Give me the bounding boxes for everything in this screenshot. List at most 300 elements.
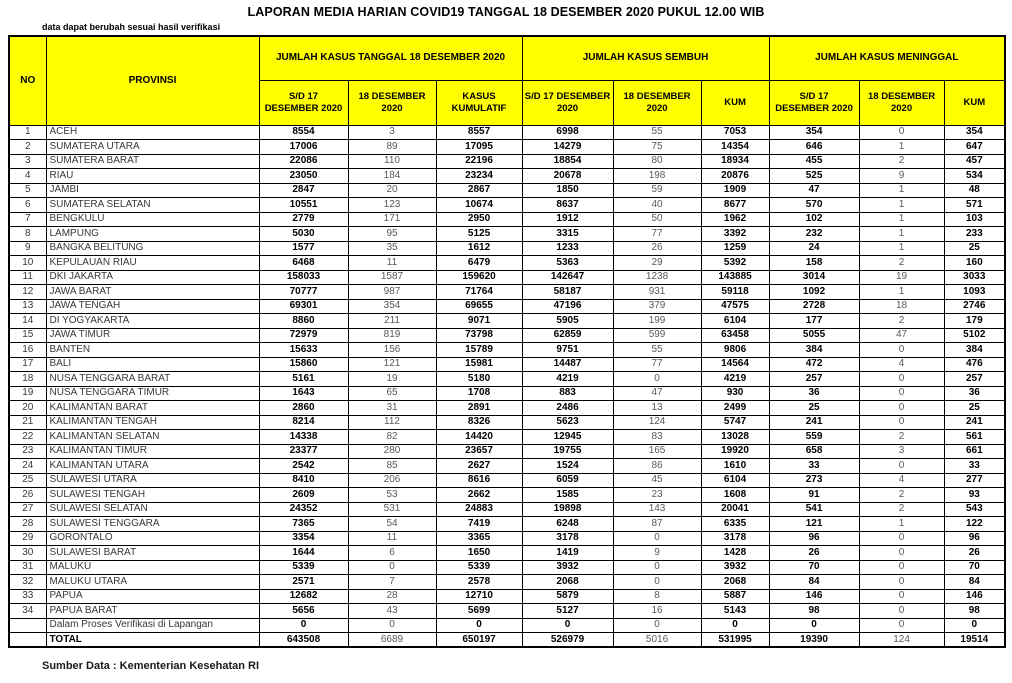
- value-cell: 650197: [436, 633, 522, 648]
- value-cell: 1643: [259, 386, 348, 401]
- value-cell: 40: [613, 198, 701, 213]
- value-cell: 0: [859, 589, 944, 604]
- province-name: SUMATERA SELATAN: [46, 198, 259, 213]
- value-cell: 2: [859, 256, 944, 271]
- value-cell: 1524: [522, 459, 613, 474]
- value-cell: 177: [769, 314, 859, 329]
- value-cell: 1: [859, 198, 944, 213]
- table-header: [9, 36, 1005, 125]
- value-cell: 0: [613, 531, 701, 546]
- value-cell: 2891: [436, 401, 522, 416]
- province-name: SULAWESI BARAT: [46, 546, 259, 561]
- value-cell: 9: [613, 546, 701, 561]
- value-cell: 13: [613, 401, 701, 416]
- value-cell: 11: [348, 531, 436, 546]
- value-cell: 2860: [259, 401, 348, 416]
- value-cell: 62859: [522, 328, 613, 343]
- value-cell: 65: [348, 386, 436, 401]
- value-cell: 277: [944, 473, 1005, 488]
- value-cell: 0: [613, 575, 701, 590]
- value-cell: 25: [944, 401, 1005, 416]
- value-cell: 45: [613, 473, 701, 488]
- value-cell: 2: [859, 430, 944, 445]
- value-cell: 2068: [701, 575, 769, 590]
- value-cell: 1962: [701, 212, 769, 227]
- row-number: 7: [9, 212, 46, 227]
- value-cell: 2779: [259, 212, 348, 227]
- value-cell: 0: [613, 372, 701, 387]
- province-name: KALIMANTAN TENGAH: [46, 415, 259, 430]
- value-cell: 158: [769, 256, 859, 271]
- row-number: 18: [9, 372, 46, 387]
- value-cell: 17095: [436, 140, 522, 155]
- province-name: SULAWESI UTARA: [46, 473, 259, 488]
- value-cell: 1233: [522, 241, 613, 256]
- value-cell: 70: [944, 560, 1005, 575]
- row-number: 30: [9, 546, 46, 561]
- data-source-note: Sumber Data : Kementerian Kesehatan RI: [42, 660, 260, 672]
- column-header-sembuh-sd17: S/D 17 DESEMBER 2020: [522, 80, 613, 125]
- value-cell: 531995: [701, 633, 769, 648]
- province-name: KALIMANTAN SELATAN: [46, 430, 259, 445]
- value-cell: 12710: [436, 589, 522, 604]
- table-row: [9, 604, 1005, 619]
- row-number: 28: [9, 517, 46, 532]
- value-cell: 1: [859, 183, 944, 198]
- column-header-kasus-kumulatif: KASUS KUMULATIF: [436, 80, 522, 125]
- province-name: NUSA TENGGARA BARAT: [46, 372, 259, 387]
- value-cell: 85: [348, 459, 436, 474]
- row-number: 33: [9, 589, 46, 604]
- value-cell: 19920: [701, 444, 769, 459]
- value-cell: 142647: [522, 270, 613, 285]
- value-cell: 241: [769, 415, 859, 430]
- value-cell: 6479: [436, 256, 522, 271]
- value-cell: 526979: [522, 633, 613, 648]
- value-cell: 6248: [522, 517, 613, 532]
- province-name: JAWA BARAT: [46, 285, 259, 300]
- value-cell: 7: [348, 575, 436, 590]
- value-cell: 2571: [259, 575, 348, 590]
- value-cell: 103: [944, 212, 1005, 227]
- value-cell: 26: [769, 546, 859, 561]
- value-cell: 7419: [436, 517, 522, 532]
- value-cell: 0: [348, 560, 436, 575]
- table-row: [9, 633, 1005, 648]
- value-cell: 8557: [436, 125, 522, 140]
- value-cell: 8637: [522, 198, 613, 213]
- value-cell: 84: [944, 575, 1005, 590]
- value-cell: 28: [348, 589, 436, 604]
- value-cell: 102: [769, 212, 859, 227]
- value-cell: 1093: [944, 285, 1005, 300]
- value-cell: 3: [348, 125, 436, 140]
- value-cell: 6689: [348, 633, 436, 648]
- row-number: 19: [9, 386, 46, 401]
- page-title: LAPORAN MEDIA HARIAN COVID19 TANGGAL 18 DESEMBER 2020 PUKUL 12.00 WIB: [247, 5, 765, 19]
- value-cell: 1612: [436, 241, 522, 256]
- value-cell: 47: [859, 328, 944, 343]
- value-cell: 171: [348, 212, 436, 227]
- column-header-no: NO: [9, 36, 46, 125]
- value-cell: 571: [944, 198, 1005, 213]
- value-cell: 25: [769, 401, 859, 416]
- table-row: [9, 430, 1005, 445]
- province-name: GORONTALO: [46, 531, 259, 546]
- value-cell: 96: [769, 531, 859, 546]
- value-cell: 14564: [701, 357, 769, 372]
- value-cell: 6998: [522, 125, 613, 140]
- row-number: 2: [9, 140, 46, 155]
- row-number: 10: [9, 256, 46, 271]
- value-cell: 1585: [522, 488, 613, 503]
- value-cell: 23: [613, 488, 701, 503]
- province-name: TOTAL: [46, 633, 259, 648]
- value-cell: 5623: [522, 415, 613, 430]
- value-cell: 71764: [436, 285, 522, 300]
- covid-report-table: [8, 35, 1006, 648]
- table-row: [9, 546, 1005, 561]
- value-cell: 233: [944, 227, 1005, 242]
- value-cell: 4219: [701, 372, 769, 387]
- table-row: [9, 531, 1005, 546]
- value-cell: 15633: [259, 343, 348, 358]
- row-number: 23: [9, 444, 46, 459]
- value-cell: 0: [859, 546, 944, 561]
- value-cell: 53: [348, 488, 436, 503]
- value-cell: 2578: [436, 575, 522, 590]
- table-row: [9, 502, 1005, 517]
- province-name: KALIMANTAN BARAT: [46, 401, 259, 416]
- table-row: [9, 183, 1005, 198]
- table-row: [9, 401, 1005, 416]
- row-number: 6: [9, 198, 46, 213]
- province-name: NUSA TENGGARA TIMUR: [46, 386, 259, 401]
- value-cell: 2: [859, 502, 944, 517]
- value-cell: 534: [944, 169, 1005, 184]
- value-cell: 26: [613, 241, 701, 256]
- table-row: [9, 357, 1005, 372]
- value-cell: 14279: [522, 140, 613, 155]
- value-cell: 643508: [259, 633, 348, 648]
- value-cell: 20041: [701, 502, 769, 517]
- value-cell: 883: [522, 386, 613, 401]
- value-cell: 9751: [522, 343, 613, 358]
- value-cell: 33: [769, 459, 859, 474]
- value-cell: 1: [859, 517, 944, 532]
- value-cell: 10551: [259, 198, 348, 213]
- row-number: 3: [9, 154, 46, 169]
- value-cell: 77: [613, 357, 701, 372]
- value-cell: 525: [769, 169, 859, 184]
- value-cell: 0: [859, 531, 944, 546]
- row-number: 1: [9, 125, 46, 140]
- column-header-sembuh-kum: KUM: [701, 80, 769, 125]
- column-header-meninggal-sd17: S/D 17 DESEMBER 2020: [769, 80, 859, 125]
- value-cell: 8616: [436, 473, 522, 488]
- value-cell: 4: [859, 357, 944, 372]
- value-cell: 55: [613, 343, 701, 358]
- value-cell: 1: [859, 140, 944, 155]
- value-cell: 93: [944, 488, 1005, 503]
- value-cell: 5656: [259, 604, 348, 619]
- value-cell: 19390: [769, 633, 859, 648]
- value-cell: 159620: [436, 270, 522, 285]
- row-number: 29: [9, 531, 46, 546]
- value-cell: 36: [769, 386, 859, 401]
- row-number: 32: [9, 575, 46, 590]
- value-cell: 1608: [701, 488, 769, 503]
- value-cell: 47: [613, 386, 701, 401]
- value-cell: 3014: [769, 270, 859, 285]
- province-name: JAWA TENGAH: [46, 299, 259, 314]
- value-cell: 3178: [522, 531, 613, 546]
- value-cell: 987: [348, 285, 436, 300]
- value-cell: 14487: [522, 357, 613, 372]
- value-cell: 2609: [259, 488, 348, 503]
- value-cell: 3932: [522, 560, 613, 575]
- value-cell: 9: [859, 169, 944, 184]
- value-cell: 2627: [436, 459, 522, 474]
- province-name: SUMATERA BARAT: [46, 154, 259, 169]
- value-cell: 3365: [436, 531, 522, 546]
- column-header-sembuh-18des: 18 DESEMBER 2020: [613, 80, 701, 125]
- value-cell: 25: [944, 241, 1005, 256]
- value-cell: 561: [944, 430, 1005, 445]
- value-cell: 20876: [701, 169, 769, 184]
- value-cell: 354: [944, 125, 1005, 140]
- value-cell: 5143: [701, 604, 769, 619]
- province-name: RIAU: [46, 169, 259, 184]
- value-cell: 3392: [701, 227, 769, 242]
- table-row: [9, 560, 1005, 575]
- value-cell: 5030: [259, 227, 348, 242]
- value-cell: 123: [348, 198, 436, 213]
- province-name: SULAWESI SELATAN: [46, 502, 259, 517]
- table-row: [9, 125, 1005, 140]
- table-row: [9, 618, 1005, 633]
- value-cell: 143: [613, 502, 701, 517]
- value-cell: 819: [348, 328, 436, 343]
- value-cell: 59: [613, 183, 701, 198]
- value-cell: 20678: [522, 169, 613, 184]
- verification-note: data dapat berubah sesuai hasil verifikasi: [42, 22, 221, 32]
- value-cell: 541: [769, 502, 859, 517]
- value-cell: 5180: [436, 372, 522, 387]
- table-row: [9, 488, 1005, 503]
- value-cell: 23050: [259, 169, 348, 184]
- province-name: KALIMANTAN TIMUR: [46, 444, 259, 459]
- value-cell: 19: [859, 270, 944, 285]
- row-number: 13: [9, 299, 46, 314]
- value-cell: 54: [348, 517, 436, 532]
- value-cell: 1850: [522, 183, 613, 198]
- value-cell: 5102: [944, 328, 1005, 343]
- value-cell: 184: [348, 169, 436, 184]
- value-cell: 121: [769, 517, 859, 532]
- value-cell: 22086: [259, 154, 348, 169]
- province-name: SULAWESI TENGGARA: [46, 517, 259, 532]
- value-cell: 1: [859, 241, 944, 256]
- table-row: [9, 270, 1005, 285]
- value-cell: 599: [613, 328, 701, 343]
- value-cell: 36: [944, 386, 1005, 401]
- row-number: 16: [9, 343, 46, 358]
- value-cell: 1610: [701, 459, 769, 474]
- table-row: [9, 241, 1005, 256]
- value-cell: 1238: [613, 270, 701, 285]
- table-row: [9, 589, 1005, 604]
- value-cell: 15860: [259, 357, 348, 372]
- value-cell: 2: [859, 488, 944, 503]
- value-cell: 5339: [259, 560, 348, 575]
- value-cell: 17006: [259, 140, 348, 155]
- value-cell: 77: [613, 227, 701, 242]
- value-cell: 1: [859, 212, 944, 227]
- value-cell: 0: [613, 560, 701, 575]
- value-cell: 2542: [259, 459, 348, 474]
- value-cell: 143885: [701, 270, 769, 285]
- value-cell: 19898: [522, 502, 613, 517]
- value-cell: 24: [769, 241, 859, 256]
- value-cell: 273: [769, 473, 859, 488]
- value-cell: 80: [613, 154, 701, 169]
- value-cell: 75: [613, 140, 701, 155]
- value-cell: 3315: [522, 227, 613, 242]
- value-cell: 179: [944, 314, 1005, 329]
- value-cell: 69301: [259, 299, 348, 314]
- value-cell: 1644: [259, 546, 348, 561]
- value-cell: 5879: [522, 589, 613, 604]
- value-cell: 0: [701, 618, 769, 633]
- column-header-kasus-sd17: S/D 17 DESEMBER 2020: [259, 80, 348, 125]
- value-cell: 931: [613, 285, 701, 300]
- province-name: BENGKULU: [46, 212, 259, 227]
- value-cell: 0: [859, 618, 944, 633]
- value-cell: 0: [859, 401, 944, 416]
- row-number: 22: [9, 430, 46, 445]
- province-name: Dalam Proses Verifikasi di Lapangan: [46, 618, 259, 633]
- value-cell: 3: [859, 444, 944, 459]
- value-cell: 0: [436, 618, 522, 633]
- row-number: 34: [9, 604, 46, 619]
- province-name: BANTEN: [46, 343, 259, 358]
- value-cell: 91: [769, 488, 859, 503]
- value-cell: 0: [769, 618, 859, 633]
- table-row: [9, 154, 1005, 169]
- row-number: 21: [9, 415, 46, 430]
- value-cell: 7365: [259, 517, 348, 532]
- table-row: [9, 328, 1005, 343]
- value-cell: 658: [769, 444, 859, 459]
- table-body: [9, 125, 1005, 647]
- value-cell: 112: [348, 415, 436, 430]
- value-cell: 1587: [348, 270, 436, 285]
- column-header-kasus-18des: 18 DESEMBER 2020: [348, 80, 436, 125]
- value-cell: 6335: [701, 517, 769, 532]
- province-name: DKI JAKARTA: [46, 270, 259, 285]
- row-number: 31: [9, 560, 46, 575]
- province-name: SUMATERA UTARA: [46, 140, 259, 155]
- value-cell: 10674: [436, 198, 522, 213]
- value-cell: 5016: [613, 633, 701, 648]
- row-number: 12: [9, 285, 46, 300]
- value-cell: 72979: [259, 328, 348, 343]
- value-cell: 14338: [259, 430, 348, 445]
- value-cell: 2499: [701, 401, 769, 416]
- value-cell: 7053: [701, 125, 769, 140]
- value-cell: 156: [348, 343, 436, 358]
- value-cell: 5055: [769, 328, 859, 343]
- value-cell: 50: [613, 212, 701, 227]
- value-cell: 63458: [701, 328, 769, 343]
- value-cell: 280: [348, 444, 436, 459]
- value-cell: 0: [859, 560, 944, 575]
- value-cell: 0: [859, 459, 944, 474]
- value-cell: 55: [613, 125, 701, 140]
- table-row: [9, 169, 1005, 184]
- value-cell: 59118: [701, 285, 769, 300]
- value-cell: 3932: [701, 560, 769, 575]
- value-cell: 15981: [436, 357, 522, 372]
- value-cell: 379: [613, 299, 701, 314]
- province-name: BALI: [46, 357, 259, 372]
- value-cell: 1428: [701, 546, 769, 561]
- value-cell: 476: [944, 357, 1005, 372]
- value-cell: 8554: [259, 125, 348, 140]
- value-cell: 96: [944, 531, 1005, 546]
- value-cell: 2867: [436, 183, 522, 198]
- value-cell: 661: [944, 444, 1005, 459]
- value-cell: 570: [769, 198, 859, 213]
- value-cell: 559: [769, 430, 859, 445]
- table-row: [9, 459, 1005, 474]
- value-cell: 18854: [522, 154, 613, 169]
- table-row: [9, 517, 1005, 532]
- value-cell: 5363: [522, 256, 613, 271]
- value-cell: 5747: [701, 415, 769, 430]
- value-cell: 146: [944, 589, 1005, 604]
- value-cell: 1259: [701, 241, 769, 256]
- value-cell: 158033: [259, 270, 348, 285]
- table-row: [9, 575, 1005, 590]
- value-cell: 0: [859, 386, 944, 401]
- value-cell: 8214: [259, 415, 348, 430]
- province-name: BANGKA BELITUNG: [46, 241, 259, 256]
- value-cell: 199: [613, 314, 701, 329]
- value-cell: 0: [859, 415, 944, 430]
- table-row: [9, 256, 1005, 271]
- value-cell: 0: [348, 618, 436, 633]
- value-cell: 5161: [259, 372, 348, 387]
- table-row: [9, 386, 1005, 401]
- province-name: ACEH: [46, 125, 259, 140]
- value-cell: 160: [944, 256, 1005, 271]
- value-cell: 0: [859, 372, 944, 387]
- value-cell: 24883: [436, 502, 522, 517]
- value-cell: 646: [769, 140, 859, 155]
- value-cell: 384: [944, 343, 1005, 358]
- province-name: JAWA TIMUR: [46, 328, 259, 343]
- value-cell: 98: [944, 604, 1005, 619]
- table-row: [9, 285, 1005, 300]
- value-cell: 5392: [701, 256, 769, 271]
- row-number: 8: [9, 227, 46, 242]
- value-cell: 5339: [436, 560, 522, 575]
- value-cell: 9806: [701, 343, 769, 358]
- table-row: [9, 444, 1005, 459]
- value-cell: 2068: [522, 575, 613, 590]
